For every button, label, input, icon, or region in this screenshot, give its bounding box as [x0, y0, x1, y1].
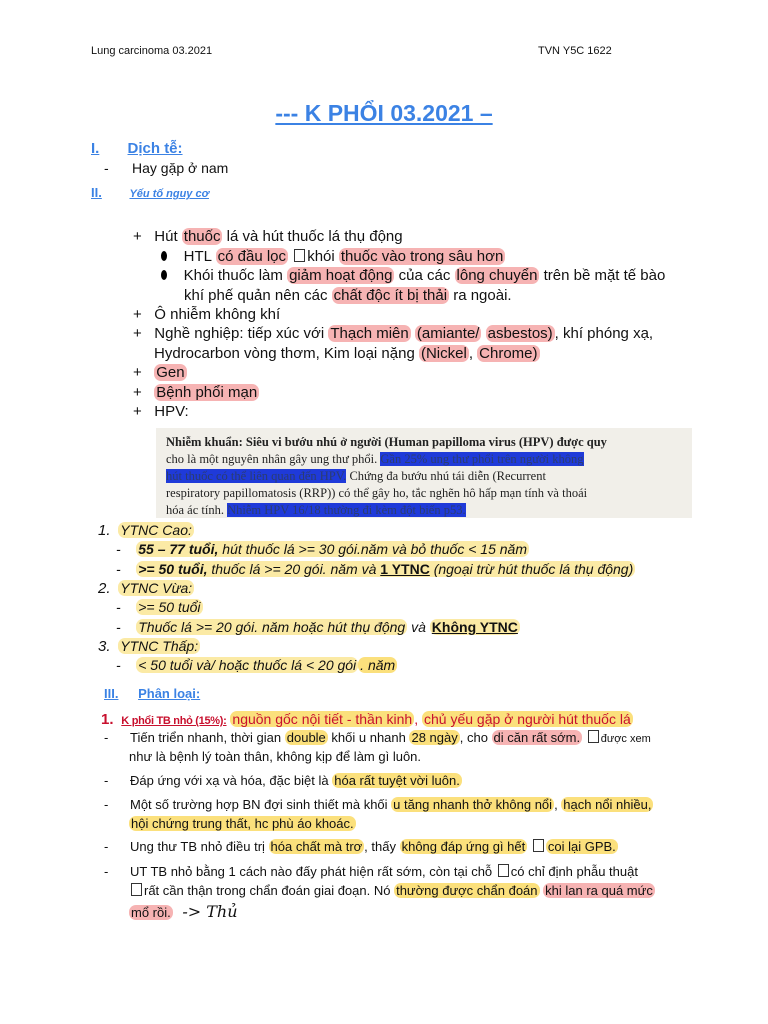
ytnc-medium-heading: 2. YTNC Vừa:: [98, 580, 193, 597]
risk-occupation-cont: Hydrocarbon vòng thơm, Kim loại nặng (Nickel , Chrome): [154, 345, 538, 362]
page-title: --- K PHỔI 03.2021 –: [275, 100, 493, 126]
section-2-heading: [91, 185, 209, 200]
list-item: - Hay gặp ở nam: [104, 160, 229, 176]
ytnc-high-2: - >= 50 tuổi, thuốc lá >= 20 gói. năm và 1 YTNC (ngoại trừ hút thuốc lá thụ động): [116, 561, 634, 577]
risk-htl: HTL có đầu lọc khói thuốc vào trong sâu hơn: [161, 248, 505, 265]
ytnc-high-heading: 1. YTNC Cao:: [98, 522, 192, 539]
section-number: II.: [91, 185, 102, 200]
section-3-heading: [104, 686, 200, 701]
risk-chronic-lung: + Bệnh phổi mạn: [133, 384, 258, 401]
small-cell-point-5-end: mổ rồi. -> Thủ: [131, 902, 238, 921]
risk-gen: + Gen: [133, 364, 185, 381]
ytnc-low-heading: 3. YTNC Thấp:: [98, 638, 199, 655]
header-left: Lung carcinoma 03.2021: [91, 45, 213, 57]
small-cell-point-1: - Tiến triển nhanh, thời gian double khối u nhanh 28 ngày , cho di căn rất sớm. được xem: [104, 730, 651, 745]
risk-hpv: + HPV:: [133, 403, 189, 420]
small-cell-point-3-cont: hội chứng trung thất, hc phù áo khoác.: [131, 816, 354, 831]
small-cell-point-3: - Một số trường hợp BN đợi sinh thiết mà khối u tăng nhanh thở không nổi , hạch nổi nhiều,: [104, 797, 652, 812]
arrow-box-icon: [294, 249, 305, 262]
section-number: I.: [91, 140, 100, 157]
ytnc-high-1: - 55 – 77 tuổi, hút thuốc lá >= 30 gói.năm và bỏ thuốc < 15 năm: [116, 541, 527, 557]
arrow-box-icon: [533, 839, 544, 852]
section-label: Phân loại:: [138, 686, 201, 701]
arrow-box-icon: [131, 883, 142, 896]
risk-smoke-effect-cont: khí phế quản nên các chất độc ít bị thải ra ngoài.: [184, 287, 512, 304]
section-label: Yếu tố nguy cơ: [129, 188, 209, 200]
bullet-icon: [161, 270, 167, 280]
small-cell-point-2: - Đáp ứng với xạ và hóa, đặc biệt là hóa rất tuyệt vời luôn.: [104, 773, 460, 788]
risk-occupation: + Nghề nghiệp: tiếp xúc với Thạch miên (amiante/ asbestos) , khí phóng xạ,: [133, 325, 654, 342]
scanned-excerpt: Nhiễm khuẩn: Siêu vi bướu nhú ở người (Human papilloma virus (HPV) được quy cho là một nguyên nhân gây ung thư phổi. Gần 25% ung thư phổi trên người không hút thuốc có thể liên quan đến HPV. Chứng đa bướu nhú tái diễn (Recurrent respiratory papillomatosis (RRP)) có thể gây ho, tắc nghẽn hô hấp mạn tính và thoái hóa ác tính. Nhiễm HPV 16/18 thường đi kèm đột biến p53.: [156, 428, 692, 518]
arrow-box-icon: [498, 864, 509, 877]
ytnc-medium-2: - Thuốc lá >= 20 gói. năm hoặc hút thụ động và Không YTNC: [116, 619, 518, 635]
section-number: III.: [104, 686, 119, 701]
handwritten-note: -> Thủ: [182, 902, 238, 921]
small-cell-point-4: - Ung thư TB nhỏ điều trị hóa chất mà trơ , thấy không đáp ứng gì hết coi lại GPB.: [104, 839, 616, 854]
bullet-icon: [161, 251, 167, 261]
section-label: Dịch tễ:: [127, 140, 183, 157]
arrow-box-icon: [588, 730, 599, 743]
class-small-cell-heading: 1. K phổi TB nhỏ (15%): nguồn gốc nội tiết - thần kinh , chủ yếu gặp ở người hút thuốc lá: [101, 711, 631, 728]
ytnc-medium-1: - >= 50 tuổi: [116, 599, 201, 615]
small-cell-point-5: - UT TB nhỏ bằng 1 cách nào đấy phát hiện rất sớm, còn tại chỗ có chỉ định phẫu thuật: [104, 864, 638, 879]
small-cell-point-1-cont: như là bệnh lý toàn thân, không kịp để làm gì luôn.: [129, 749, 422, 764]
section-1-heading: [91, 140, 183, 157]
header-right: TVN Y5C 1622: [538, 45, 612, 57]
risk-smoke-effect: Khói thuốc làm giảm hoạt động của các lông chuyển trên bề mặt tế bào: [161, 267, 665, 284]
small-cell-point-5-cont: rất cần thận trong chẩn đoán giai đoạn. Nó thường được chẩn đoán khi lan ra quá mức: [129, 883, 655, 898]
risk-pollution: + Ô nhiễm không khí: [133, 306, 281, 323]
ytnc-low-1: - < 50 tuổi và/ hoặc thuốc lá < 20 gói . năm: [116, 657, 396, 673]
risk-smoking: + Hút thuốc lá và hút thuốc lá thụ động: [133, 228, 403, 245]
